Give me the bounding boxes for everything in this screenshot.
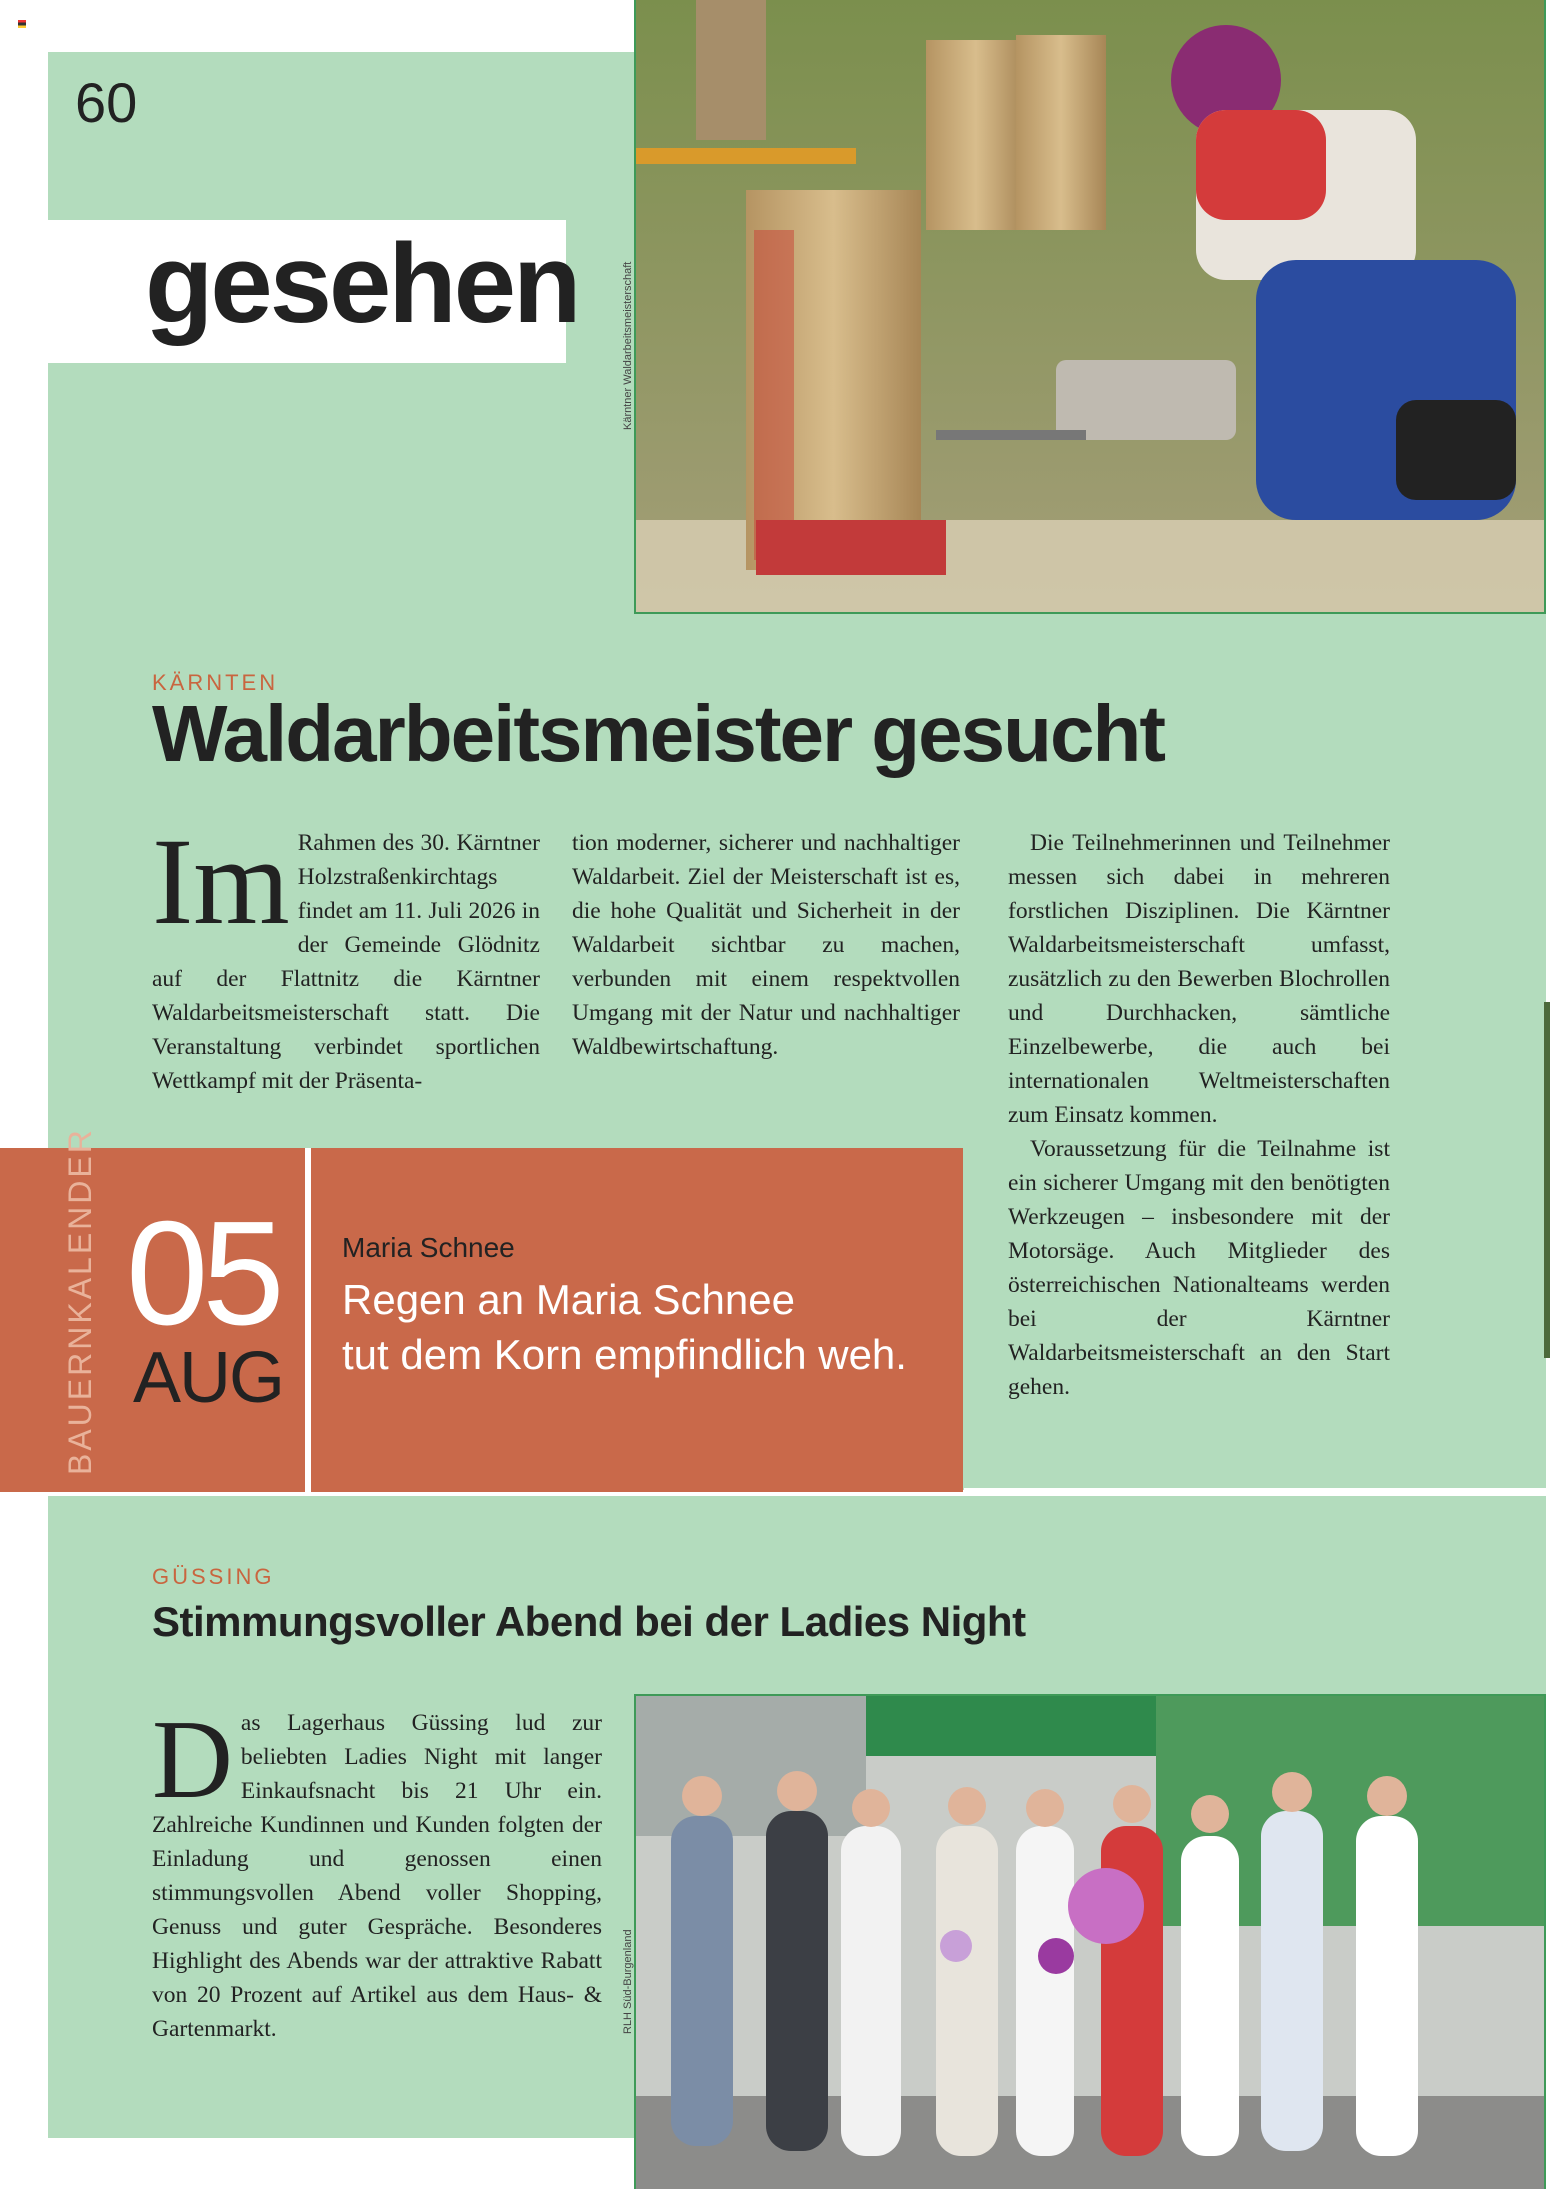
right-green-strip (634, 614, 1546, 654)
chainsaw-competition-photo (636, 0, 1544, 612)
saint-name: Maria Schnee (342, 1232, 515, 1263)
article2-column (152, 1698, 602, 2046)
saying-line-2: tut dem Korn empfindlich weh. (342, 1331, 907, 1378)
article2-headline: Stimmungsvoller Abend bei der Ladies Night (152, 1598, 1026, 1645)
chainsaw-photo (634, 0, 1546, 614)
article1-headline: Waldarbeitsmeister gesucht (152, 689, 1165, 778)
calendar-day: 05 (126, 1191, 279, 1356)
article1-col2-text: tion moderner, sicherer und nachhaltiger Waldarbeit. Ziel der Meisterschaft ist es, die hohe Qualität und Sicherheit in der Waldarbeit sichtbar zu machen, verbunden mit einem respektvollen Umgang mit der Natur und nachhaltiger Waldbewirtschaftung. (572, 830, 960, 1060)
weather-saying (342, 1272, 907, 1382)
article2-text: as Lagerhaus Güssing lud zur beliebten Ladies Night mit langer Einkaufsnacht bis 21 Uhr ein. Zahlreiche Kundinnen und Kunden folgten der Einladung und genossen einen stimmungsvollen Abend voller Shopping, Genuss und guter Gespräche. Besonderes Highlight des Abends war der attraktive Rabatt von 20 Prozent auf Artikel aus dem Haus- & Gartenmarkt. (152, 1710, 602, 2042)
page-number: 60 (75, 71, 138, 134)
photo-credit-2: RLH Süd-Burgenland (622, 1929, 634, 2034)
article2-kicker: GÜSSING (152, 1564, 275, 1589)
article1-column-1 (152, 813, 540, 1098)
dropcap: D (152, 1698, 233, 1822)
article1-column-3 (1008, 826, 1390, 1404)
saying-line-1: Regen an Maria Schnee (342, 1276, 795, 1323)
section-title: gesehen (145, 221, 579, 346)
article1-col3-paragraph-1: Die Teilnehmerinnen und Teilnehmer messen sich dabei in mehreren forstlichen Disziplinen. Die Kärntner Waldarbeitsmeisterschaft umfasst, zusätzlich zu den Bewerben Blochrollen und Durchhacken, sämtliche Einzelbewerbe, die auch bei internationalen Weltmeisterschaften zum Einsatz kommen. (1008, 830, 1390, 1128)
group-photo (636, 1696, 1544, 2189)
corner-marker (18, 20, 26, 28)
article1-col3-paragraph-2: Voraussetzung für die Teilnahme ist ein sicherer Umgang mit den benötigten Werkzeugen – insbesondere mit der Motorsäge. Auch Mitglieder des österreichischen Nationalteams werden bei der Kärntner Waldarbeitsmeisterschaft an den Start gehen. (1008, 1136, 1390, 1400)
photo-credit-1: Kärntner Waldarbeitsmeisterschaft (622, 261, 634, 430)
adjacent-page-edge (1544, 1002, 1550, 1358)
article1-col1-text: Rahmen des 30. Kärntner Holzstraßenkirchtags findet am 11. Juli 2026 in der Gemeinde Glödnitz auf der Flattnitz die Kärntner Waldarbeitsmeisterschaft statt. Die Veranstaltung verbindet sportlichen Wettkampf mit der Präsenta- (152, 830, 540, 1094)
article1-kicker: KÄRNTEN (152, 670, 279, 695)
calendar-month: AUG (133, 1338, 284, 1418)
ladies-night-photo (634, 1694, 1546, 2189)
bauernkalender-label: BAUERNKALENDER (62, 1127, 98, 1475)
bottom-white-line (964, 1488, 1546, 1492)
article1-column-2 (572, 826, 960, 1064)
dropcap: Im (152, 813, 290, 950)
